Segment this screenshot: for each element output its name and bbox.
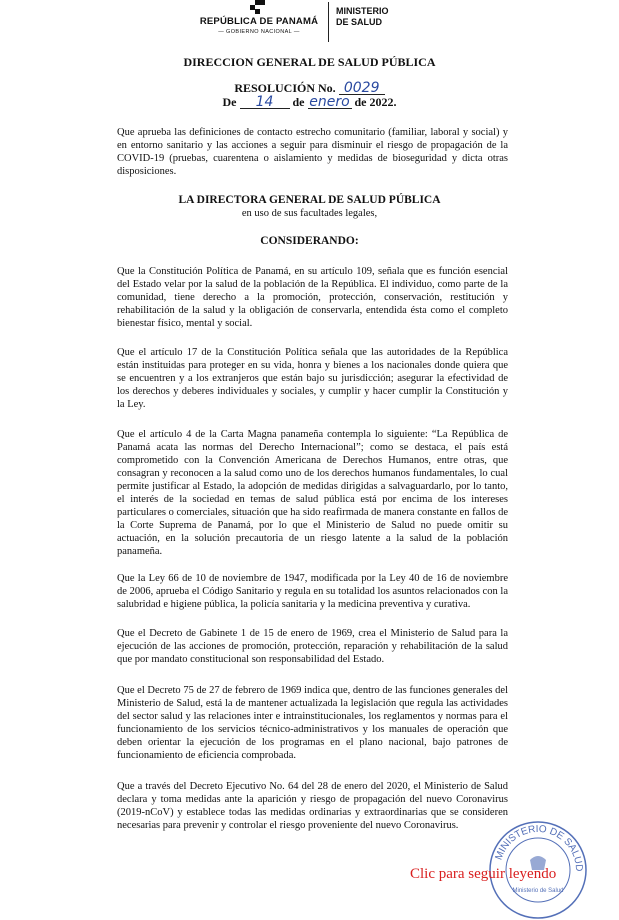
ministry-stamp-icon [482, 810, 592, 920]
paragraph-2: Que el artículo 17 de la Constitución Política señala que las autoridades de la República están instituidas para proteger en su vida, honra y bienes a los nacionales donde quiera que se encuentren y a los extranjeros que están bajo su jurisdicción; asegurar la efectividad de los derechos y deberes individuales y sociales, y cumplir y hacer cumplir la Constitución y la Ley. [117, 347, 508, 410]
considering-heading: CONSIDERANDO: [260, 235, 359, 247]
paragraph-6: Que el Decreto 75 de 27 de febrero de 1969 indica que, dentro de las funciones generales del Ministerio de Salud, está la de mantener actualizada la legislación que regula las actividades del sector salud y las relaciones inter e intrainstitucionales, los reglamentos y normas para el funcionamiento de los servicios técnico-administrativos y los manuales de operación que deben orientar la ejecución de los programas en el plano nacional, bajo patrones de funcionamiento de eficiencia comprobada. [117, 685, 508, 761]
government-name: REPÚBLICA DE PANAMÁ [199, 16, 319, 27]
ministry-line-2: DE SALUD [336, 17, 383, 27]
date-day: 14 [240, 96, 290, 109]
date-month: enero [309, 94, 350, 110]
panama-government-logo-icon [250, 0, 266, 14]
paragraph-3: Que el artículo 4 de la Carta Magna panameña contempla lo siguiente: “La República de Panamá acata las normas del Derecho Internacional”; como se destaca, el país está comprometido con la Convención Americana de Derechos Humanos, entre otras, que consagran y reconocen a la salud como uno de los derechos humanos fundamentales, lo cual permite justificar al Estado, la adopción de medidas dirigidas a salvaguardarlo, por lo tanto, el interés de la sociedad en temas de salud pública está por encima de los intereses particulares o comerciales, situación que ha sido reafirmada de manera constante en fallos de la Corte Suprema de Panamá, por lo que el Ministerio de Salud no puede omitir su actuación, en la solución precautoria de un riesgo latente a la salud de la población panameña. [117, 429, 508, 557]
paragraph-5: Que el Decreto de Gabinete 1 de 15 de enero de 1969, crea el Ministerio de Salud para la ejecución de las acciones de promoción, protección, reparación y rehabilitación de la salud que por mandato constitucional son responsabilidad del Estado. [117, 628, 508, 665]
stamp-inner-text: Ministerio de Salud [512, 888, 564, 894]
header-divider [328, 2, 329, 42]
continue-reading-link[interactable]: Clic para seguir leyendo [410, 866, 557, 882]
date-suffix: de 2022. [354, 95, 397, 109]
paragraph-1: Que la Constitución Política de Panamá, en su artículo 109, señala que es función esencial del Estado velar por la salud de la población de la República. El individuo, como parte de la comunidad, tiene derecho a la promoción, protección, conservación, restitución y rehabilitación de la salud y la obligación de conservarla, entendida ésta como el completo bienestar físico, mental y social. [117, 266, 508, 329]
director-title: LA DIRECTORA GENERAL DE SALUD PÚBLICA [178, 194, 441, 206]
resolution-date [0, 95, 619, 110]
resolution-label: RESOLUCIÓN No. [234, 81, 336, 95]
paragraph-4: Que la Ley 66 de 10 de noviembre de 1947, modificada por la Ley 40 de 16 de noviembre de 2006, aprueba el Código Sanitario y regula en su totalidad los asuntos relacionados con la salubridad e higiene pública, la policía sanitaria y la medicina preventiva y curativa. [117, 573, 508, 610]
date-prefix: De [222, 95, 237, 109]
letterhead [0, 0, 619, 46]
paragraph-7: Que a través del Decreto Ejecutivo No. 64 del 28 de enero del 2020, el Ministerio de Salud declara y toma medidas ante la aparición y riesgo de propagación del nuevo Coronavirus (2019-nCoV) y establece todas las medidas ordinarias y extraordinarias que se consideren necesarias para prevenir y controlar el riesgo proveniente del nuevo Coronavirus. [117, 781, 508, 831]
date-de: de [292, 95, 305, 109]
ministry-line-1: MINISTERIO [336, 6, 389, 16]
government-subtitle: — GOBIERNO NACIONAL — [218, 29, 300, 35]
director-subtitle: en uso de sus facultades legales, [241, 208, 378, 219]
stamp-text: MINISTERIO DE SALUD [493, 823, 585, 872]
resolution-number: 0029 [339, 82, 385, 95]
resolution-summary: Que aprueba las definiciones de contacto estrecho comunitario (familiar, laboral y social) y en entorno sanitario y las acciones a seguir para disminuir el riesgo de propagación de la COVID-19 (pruebas, cuarentena o aislamiento y medidas de bioseguridad y dicta otras disposiciones. [117, 127, 508, 177]
ministry-name [336, 6, 426, 28]
department-title: DIRECCION GENERAL DE SALUD PÚBLICA [183, 55, 436, 69]
